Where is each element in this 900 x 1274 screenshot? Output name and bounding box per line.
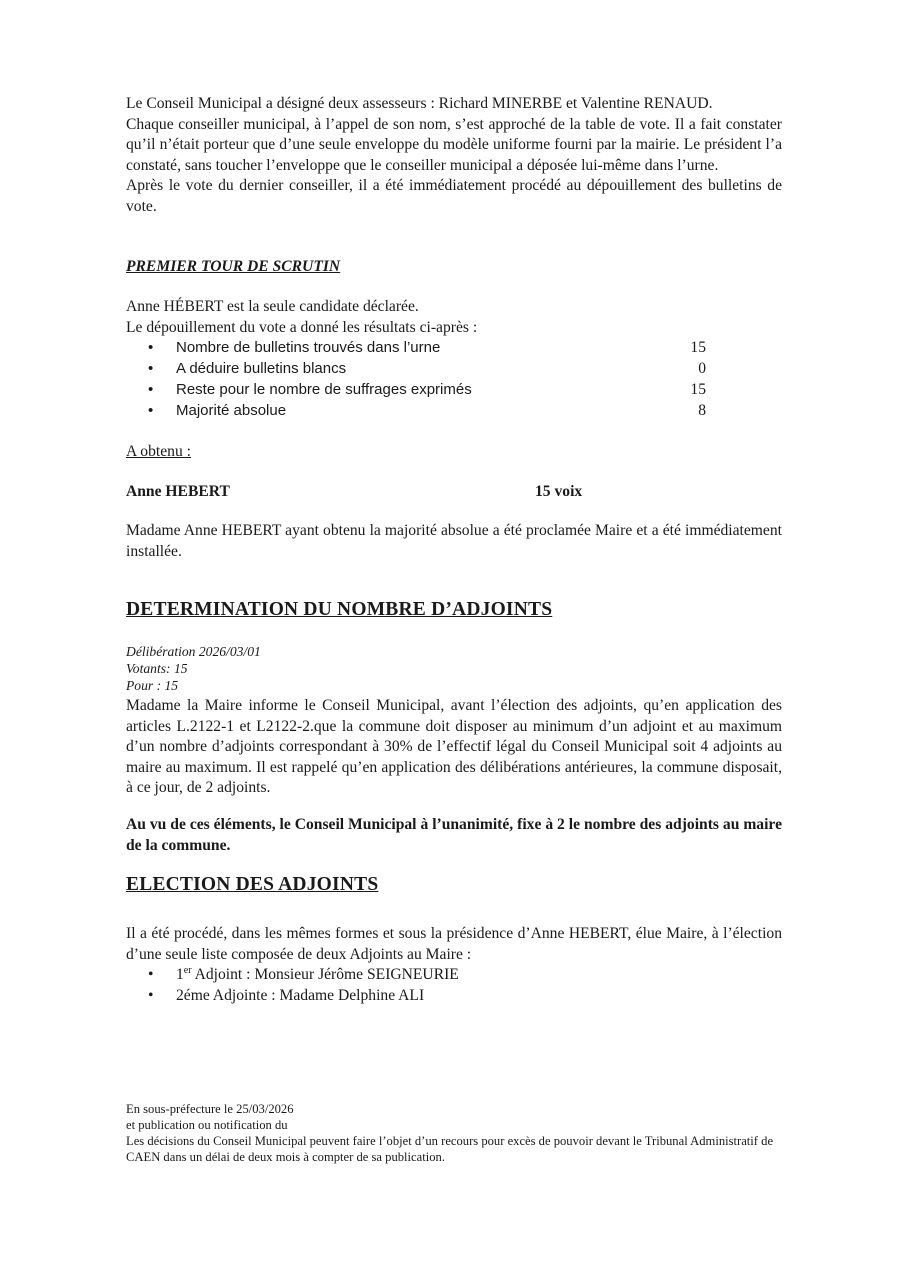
premier-tour-heading: PREMIER TOUR DE SCRUTIN: [126, 258, 341, 275]
footer: [126, 1101, 796, 1165]
bullet-icon: •: [148, 402, 154, 419]
result-value: 15: [690, 381, 706, 398]
bullet-icon: •: [148, 339, 154, 356]
bullet-icon: •: [148, 966, 154, 983]
adjoint-item: [126, 986, 782, 1007]
result-label: A déduire bulletins blancs: [176, 360, 347, 377]
adjoints-count-heading: DETERMINATION DU NOMBRE D’ADJOINTS: [126, 599, 553, 620]
counting-paragraph: Après le vote du dernier conseiller, il a été immédiatement procédé au dépouillement des bulletins de vote.: [126, 177, 782, 215]
result-label: Majorité absolue: [176, 402, 287, 419]
votants-count: Votants: 15: [126, 661, 188, 676]
result-item: [126, 380, 782, 401]
bullet-icon: •: [148, 381, 154, 398]
footer-subprefecture: En sous-préfecture le 25/03/2026: [126, 1102, 294, 1116]
result-item: [126, 338, 782, 359]
proclamation-paragraph: Madame Anne HEBERT ayant obtenu la majorité absolue a été proclamée Maire et a été immédiatement installée.: [126, 522, 782, 560]
voting-procedure-paragraph: Chaque conseiller municipal, à l’appel de son nom, s’est approché de la table de vote. Il a fait constater qu’il n’était porteur que d’une seule enveloppe du modèle uniforme fourni par la mairie. Le président l’a constaté, sans toucher l’enveloppe que le conseiller municipal a déposée lui-même dans l’urne.: [126, 115, 782, 174]
pour-count: Pour : 15: [126, 678, 179, 693]
first-adjoint-sup: er: [183, 964, 192, 976]
candidate-line: Anne HÉBERT est la seule candidate déclarée.: [126, 298, 419, 315]
first-adjoint-rest: Adjoint : Monsieur Jérôme SEIGNEURIE: [191, 966, 459, 983]
adjoints-count-decision: Au vu de ces éléments, le Conseil Municipal à l’unanimité, fixe à 2 le nombre des adjoints au maire de la commune.: [126, 816, 782, 854]
result-value: 8: [698, 402, 706, 419]
result-value: 0: [698, 360, 706, 377]
results-intro: Le dépouillement du vote a donné les résultats ci-après :: [126, 318, 478, 336]
bullet-icon: •: [148, 987, 154, 1004]
result-item: [126, 401, 782, 422]
premier-tour-section: [126, 297, 782, 422]
result-label: Reste pour le nombre de suffrages exprimés: [176, 381, 472, 398]
intro-section: [126, 94, 782, 217]
second-adjoint: 2éme Adjointe : Madame Delphine ALI: [176, 987, 425, 1004]
adjoint-item: [126, 965, 782, 986]
obtained-label: A obtenu :: [126, 443, 191, 460]
result-label: Nombre de bulletins trouvés dans l’urne: [176, 339, 441, 356]
adjoints-list: [126, 965, 782, 1007]
bullet-icon: •: [148, 360, 154, 377]
election-adjoints-heading: ELECTION DES ADJOINTS: [126, 874, 379, 895]
results-list: [126, 338, 782, 422]
election-adjoints-body: Il a été procédé, dans les mêmes formes et sous la présidence d’Anne HEBERT, élue Maire, à l’élection d’une seule liste composée de deux Adjoints au Maire :: [126, 925, 782, 963]
adjoints-list-wrap: [126, 965, 782, 1007]
deliberation-meta: [126, 643, 782, 694]
result-value: 15: [690, 339, 706, 356]
footer-recourse: Les décisions du Conseil Municipal peuvent faire l’objet d’un recours pour excès de pouvoir devant le Tribunal Administratif de CAEN dans un délai de deux mois à compter de sa publication.: [126, 1134, 774, 1164]
footer-publication: et publication ou notification du: [126, 1118, 288, 1132]
deliberation-number: Délibération 2026/03/01: [126, 644, 261, 659]
winner-row: [126, 482, 782, 503]
winner-votes: 15 voix: [535, 483, 583, 500]
result-item: [126, 359, 782, 380]
winner-name: Anne HEBERT: [126, 483, 230, 500]
first-adjoint-num: 1: [176, 966, 184, 983]
assessors-line: Le Conseil Municipal a désigné deux assesseurs : Richard MINERBE et Valentine RENAUD.: [126, 95, 713, 112]
adjoints-count-body: Madame la Maire informe le Conseil Municipal, avant l’élection des adjoints, qu’en application des articles L.2122-1 et L2122-2.que la commune doit disposer au minimum d’un adjoint et au maximum d’un nombre d’adjoints correspondant à 30% de l’effectif légal du Conseil Municipal soit 4 adjoints au maire au maximum. Il est rappelé qu’en application des délibérations antérieures, la commune disposait, à ce jour, de 2 adjoints.: [126, 697, 782, 796]
